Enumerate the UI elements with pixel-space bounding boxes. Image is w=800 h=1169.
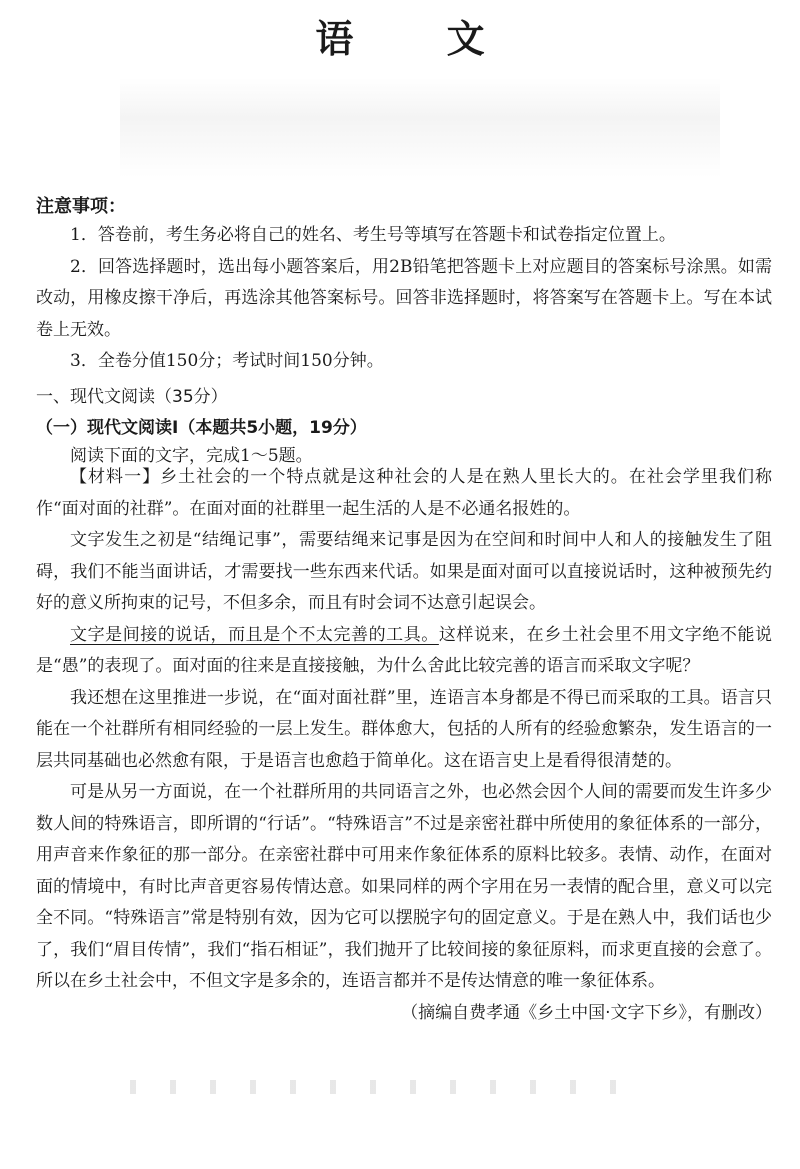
- notice-item: 2．回答选择题时，选出每小题答案后，用2B铅笔把答题卡上对应题目的答案标号涂黑。如需改动，用橡皮擦干净后，再选涂其他答案标号。回答非选择题时，将答案写在答题卡上。写在本试卷上无效。: [36, 256, 772, 340]
- faint-scan-band: [120, 78, 720, 178]
- passage-paragraph: 我还想在这里推进一步说，在“面对面社群”里，连语言本身都是不得已而采取的工具。语言只能在一个社群所有相同经验的一层上发生。群体愈大，包括的人所有的经验愈繁杂，发生语言的一层共同基础也必然愈有限，于是语言也愈趋于简单化。这在语言史上是看得很清楚的。: [36, 687, 772, 771]
- passage-paragraph: [36, 620, 772, 683]
- notice-list: [36, 220, 772, 378]
- sub-section-heading: （一）现代文阅读Ⅰ（本题共5小题，19分）: [36, 417, 367, 438]
- notice-item: 1．答卷前，考生务必将自己的姓名、考生号等填写在答题卡和试卷指定位置上。: [70, 225, 676, 245]
- passage-paragraph: 文字发生之初是“结绳记事”，需要结绳来记事是因为在空间和时间中人和人的接触发生了阻碍，我们不能当面讲话，才需要找一些东西来代话。如果是面对面可以直接说话时，这种被预先约好的意义所拘束的记号，不但多余，而且有时会词不达意引起误会。: [36, 530, 772, 613]
- notice-item: 3．全卷分值150分；考试时间150分钟。: [70, 351, 384, 371]
- notice-heading: 注意事项：: [36, 196, 126, 217]
- reading-instruction: 阅读下面的文字，完成1～5题。: [70, 445, 313, 466]
- source-citation: （摘编自费孝通《乡土中国·文字下乡》，有删改）: [401, 1002, 772, 1023]
- section-heading: 一、现代文阅读（35分）: [36, 387, 228, 407]
- passage-paragraph: 【材料一】乡土社会的一个特点就是这种社会的人是在熟人里长大的。在社会学里我们称作“面对面的社群”。在面对面的社群里一起生活的人是不必通名报姓的。: [36, 467, 772, 519]
- section-one: [36, 382, 772, 470]
- reading-passage: [36, 462, 772, 1029]
- bottom-scan-artifact: [130, 1080, 650, 1094]
- page-title: 语 文: [315, 17, 525, 61]
- paragraph-continuation: 这样说来，在乡土社会里不用文字绝不能说是“愚”的表现了。面对面的往来是直接接触，为什么舍此比较完善的语言而采取文字呢？: [36, 624, 773, 676]
- passage-paragraph: 可是从另一方面说，在一个社群所用的共同语言之外，也必然会因个人间的需要而发生许多少数人间的特殊语言，即所谓的“行话”。“特殊语言”不过是亲密社群中所使用的象征体系的一部分，用声音来作象征的那一部分。在亲密社群中可用来作象征体系的原料比较多。表情、动作，在面对面的情境中，有时比声音更容易传情达意。如果同样的两个字用在另一表情的配合里，意义可以完全不同。“特殊语言”常是特别有效，因为它可以摆脱字句的固定意义。于是在熟人中，我们话也少了，我们“眉目传情”，我们“指石相证”，我们抛开了比较间接的象征原料，而求更直接的会意了。所以在乡土社会中，不但文字是多余的，连语言都并不是传达情意的唯一象征体系。: [36, 782, 772, 991]
- underlined-sentence: 文字是间接的说话，而且是个不太完善的工具。: [70, 624, 439, 645]
